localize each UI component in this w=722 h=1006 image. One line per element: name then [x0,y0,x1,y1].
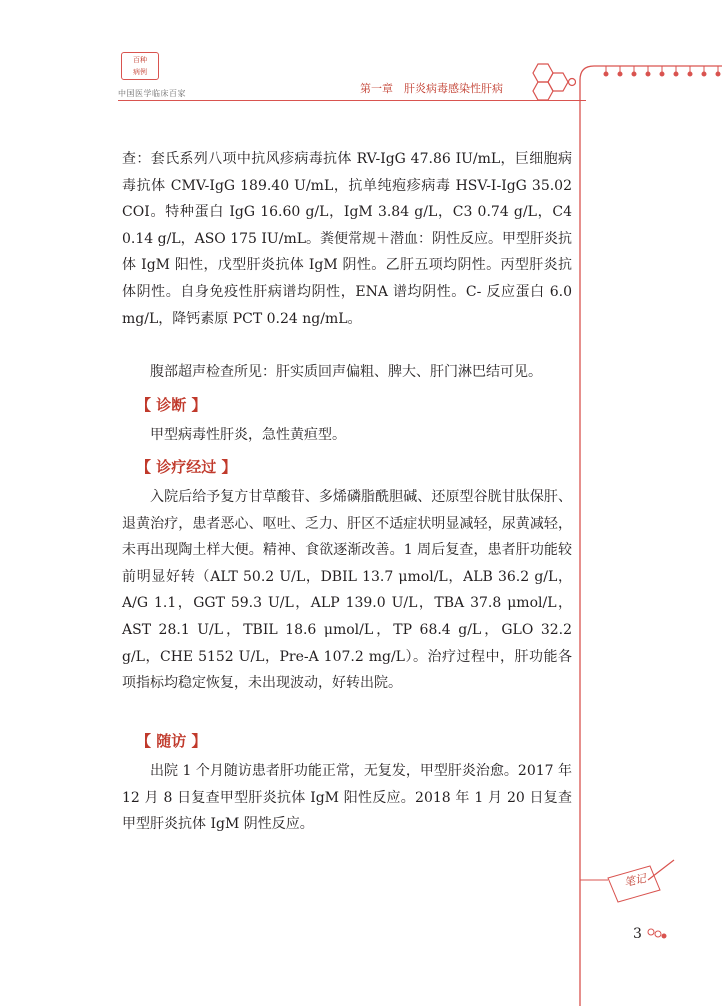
section-heading-diagnosis: 【 诊断 】 [136,396,207,414]
main-paragraph-1 [122,146,572,332]
diagnosis-text: 甲型病毒性肝炎，急性黄疸型。 [150,427,346,443]
lab-results-paragraph: 查：套氏系列八项中抗风疹病毒抗体 RV-IgG 47.86 IU/mL，巨细胞病毒抗体 CMV-IgG 189.40 U/mL，抗单纯疱疹病毒 HSV-I-IgG 35.02 COI。特种蛋白 IgG 16.60 g/L，IgM 3.84 g/L，C3 0.74 g/L，C4 0.14 g/L，ASO 175 IU/mL。粪便常规＋潜血：阴性反应。甲型肝炎抗体 IgM 阳性，戊型肝炎抗体 IgM 阴性。乙肝五项均阴性。丙型肝炎抗体阴性。自身免疫性肝病谱均阴性，ENA 谱均阴性。C- 反应蛋白 6.0 mg/L，降钙素原 PCT 0.24 ng/mL。 [122,151,573,327]
page-number [633,926,668,942]
followup-text: 出院 1 个月随访患者肝功能正常，无复发，甲型肝炎治愈。2017 年 12 月 8 日复查甲型肝炎抗体 IgM 阳性反应。2018 年 1 月 20 日复查甲型肝炎抗体 IgM 阴性反应。 [122,763,572,833]
notes-label: 笔记 [622,871,648,890]
logo-line-1: 百种 [133,56,147,64]
page-number-value: 3 [633,926,642,942]
section-heading-followup: 【 随访 】 [136,732,207,750]
notes-margin [578,0,722,1006]
main-paragraph-2 [122,359,572,386]
page-ornament-icon [646,928,668,940]
hexagon-decoration-icon [524,60,576,112]
treatment-text-block [122,484,572,697]
diagnosis-text-block [122,422,572,449]
series-title: 中国医学临床百家 [118,89,186,98]
book-logo [121,52,159,80]
header-rule [118,100,586,101]
followup-text-block [122,758,572,838]
section-heading-treatment: 【 诊疗经过 】 [136,458,237,476]
chapter-title: 第一章 肝炎病毒感染性肝病 [360,82,503,95]
logo-line-2: 病例 [133,68,147,76]
treatment-text: 入院后给予复方甘草酸苷、多烯磷脂酰胆碱、还原型谷胱甘肽保肝、退黄治疗，患者恶心、呕吐、乏力、肝区不适症状明显减轻，尿黄减轻，未再出现陶土样大便。精神、食欲逐渐改善。1 周后复查，患者肝功能较前明显好转（ALT 50.2 U/L，DBIL 13.7 μmol/L，ALB 36.2 g/L，A/G 1.1，GGT 59.3 U/L，ALP 139.0 U/L，TBA 37.8 μmol/L，AST 28.1 U/L，TBIL 18.6 μmol/L，TP 68.4 g/L，GLO 32.2 g/L，CHE 5152 U/L，Pre-A 107.2 mg/L）。治疗过程中，肝功能各项指标均稳定恢复，未出现波动，好转出院。 [122,489,572,692]
ultrasound-paragraph: 腹部超声检查所见：肝实质回声偏粗、脾大、肝门淋巴结可见。 [150,364,542,380]
